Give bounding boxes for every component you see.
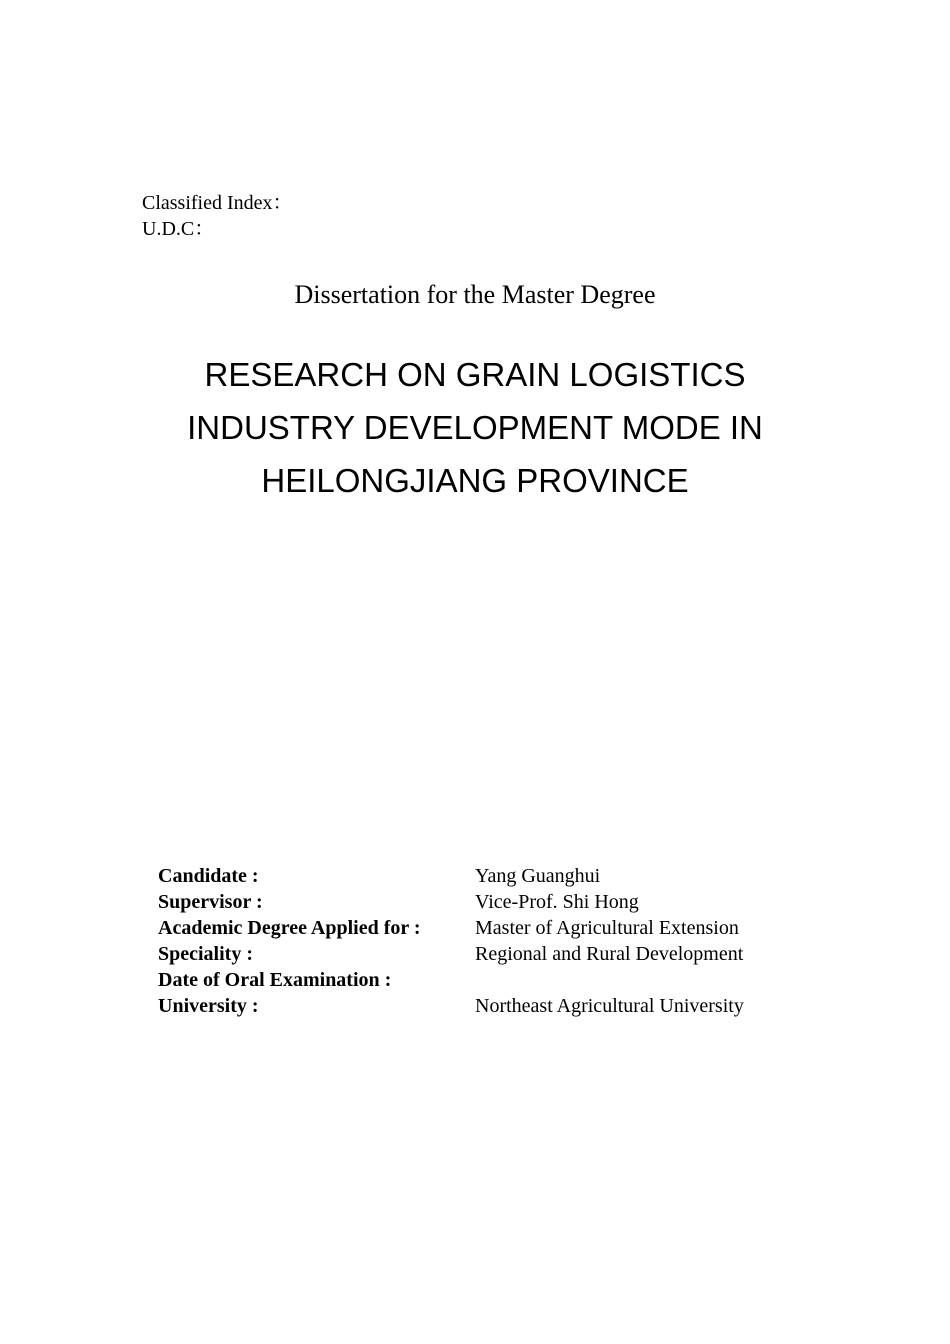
exam-date-value (475, 967, 744, 993)
supervisor-value: Vice-Prof. Shi Hong (475, 891, 639, 913)
info-row-supervisor (158, 889, 744, 915)
degree-heading: Dissertation for the Master Degree (294, 280, 656, 309)
dissertation-title (0, 348, 950, 507)
candidate-info-table (158, 863, 744, 1019)
degree-value: Master of Agricultural Extension (475, 917, 739, 939)
title-line-1: RESEARCH ON GRAIN LOGISTICS (204, 356, 746, 393)
info-row-speciality (158, 941, 744, 967)
supervisor-label: Supervisor : (158, 891, 263, 913)
info-row-exam-date (158, 967, 744, 993)
udc-label: U.D.C： (142, 218, 215, 240)
classification-block (142, 190, 293, 242)
candidate-label: Candidate : (158, 865, 259, 887)
info-row-university (158, 993, 744, 1019)
exam-date-label: Date of Oral Examination : (158, 969, 392, 991)
info-row-candidate (158, 863, 744, 889)
candidate-value: Yang Guanghui (475, 865, 601, 887)
classified-index: Classified Index： (142, 192, 293, 214)
title-line-2: INDUSTRY DEVELOPMENT MODE IN (187, 409, 763, 446)
degree-label: Academic Degree Applied for : (158, 917, 421, 939)
info-row-degree (158, 915, 744, 941)
speciality-label: Speciality : (158, 943, 253, 965)
university-value: Northeast Agricultural University (475, 995, 744, 1017)
university-label: University : (158, 995, 259, 1017)
title-line-3: HEILONGJIANG PROVINCE (261, 462, 689, 499)
speciality-value: Regional and Rural Development (475, 943, 744, 965)
